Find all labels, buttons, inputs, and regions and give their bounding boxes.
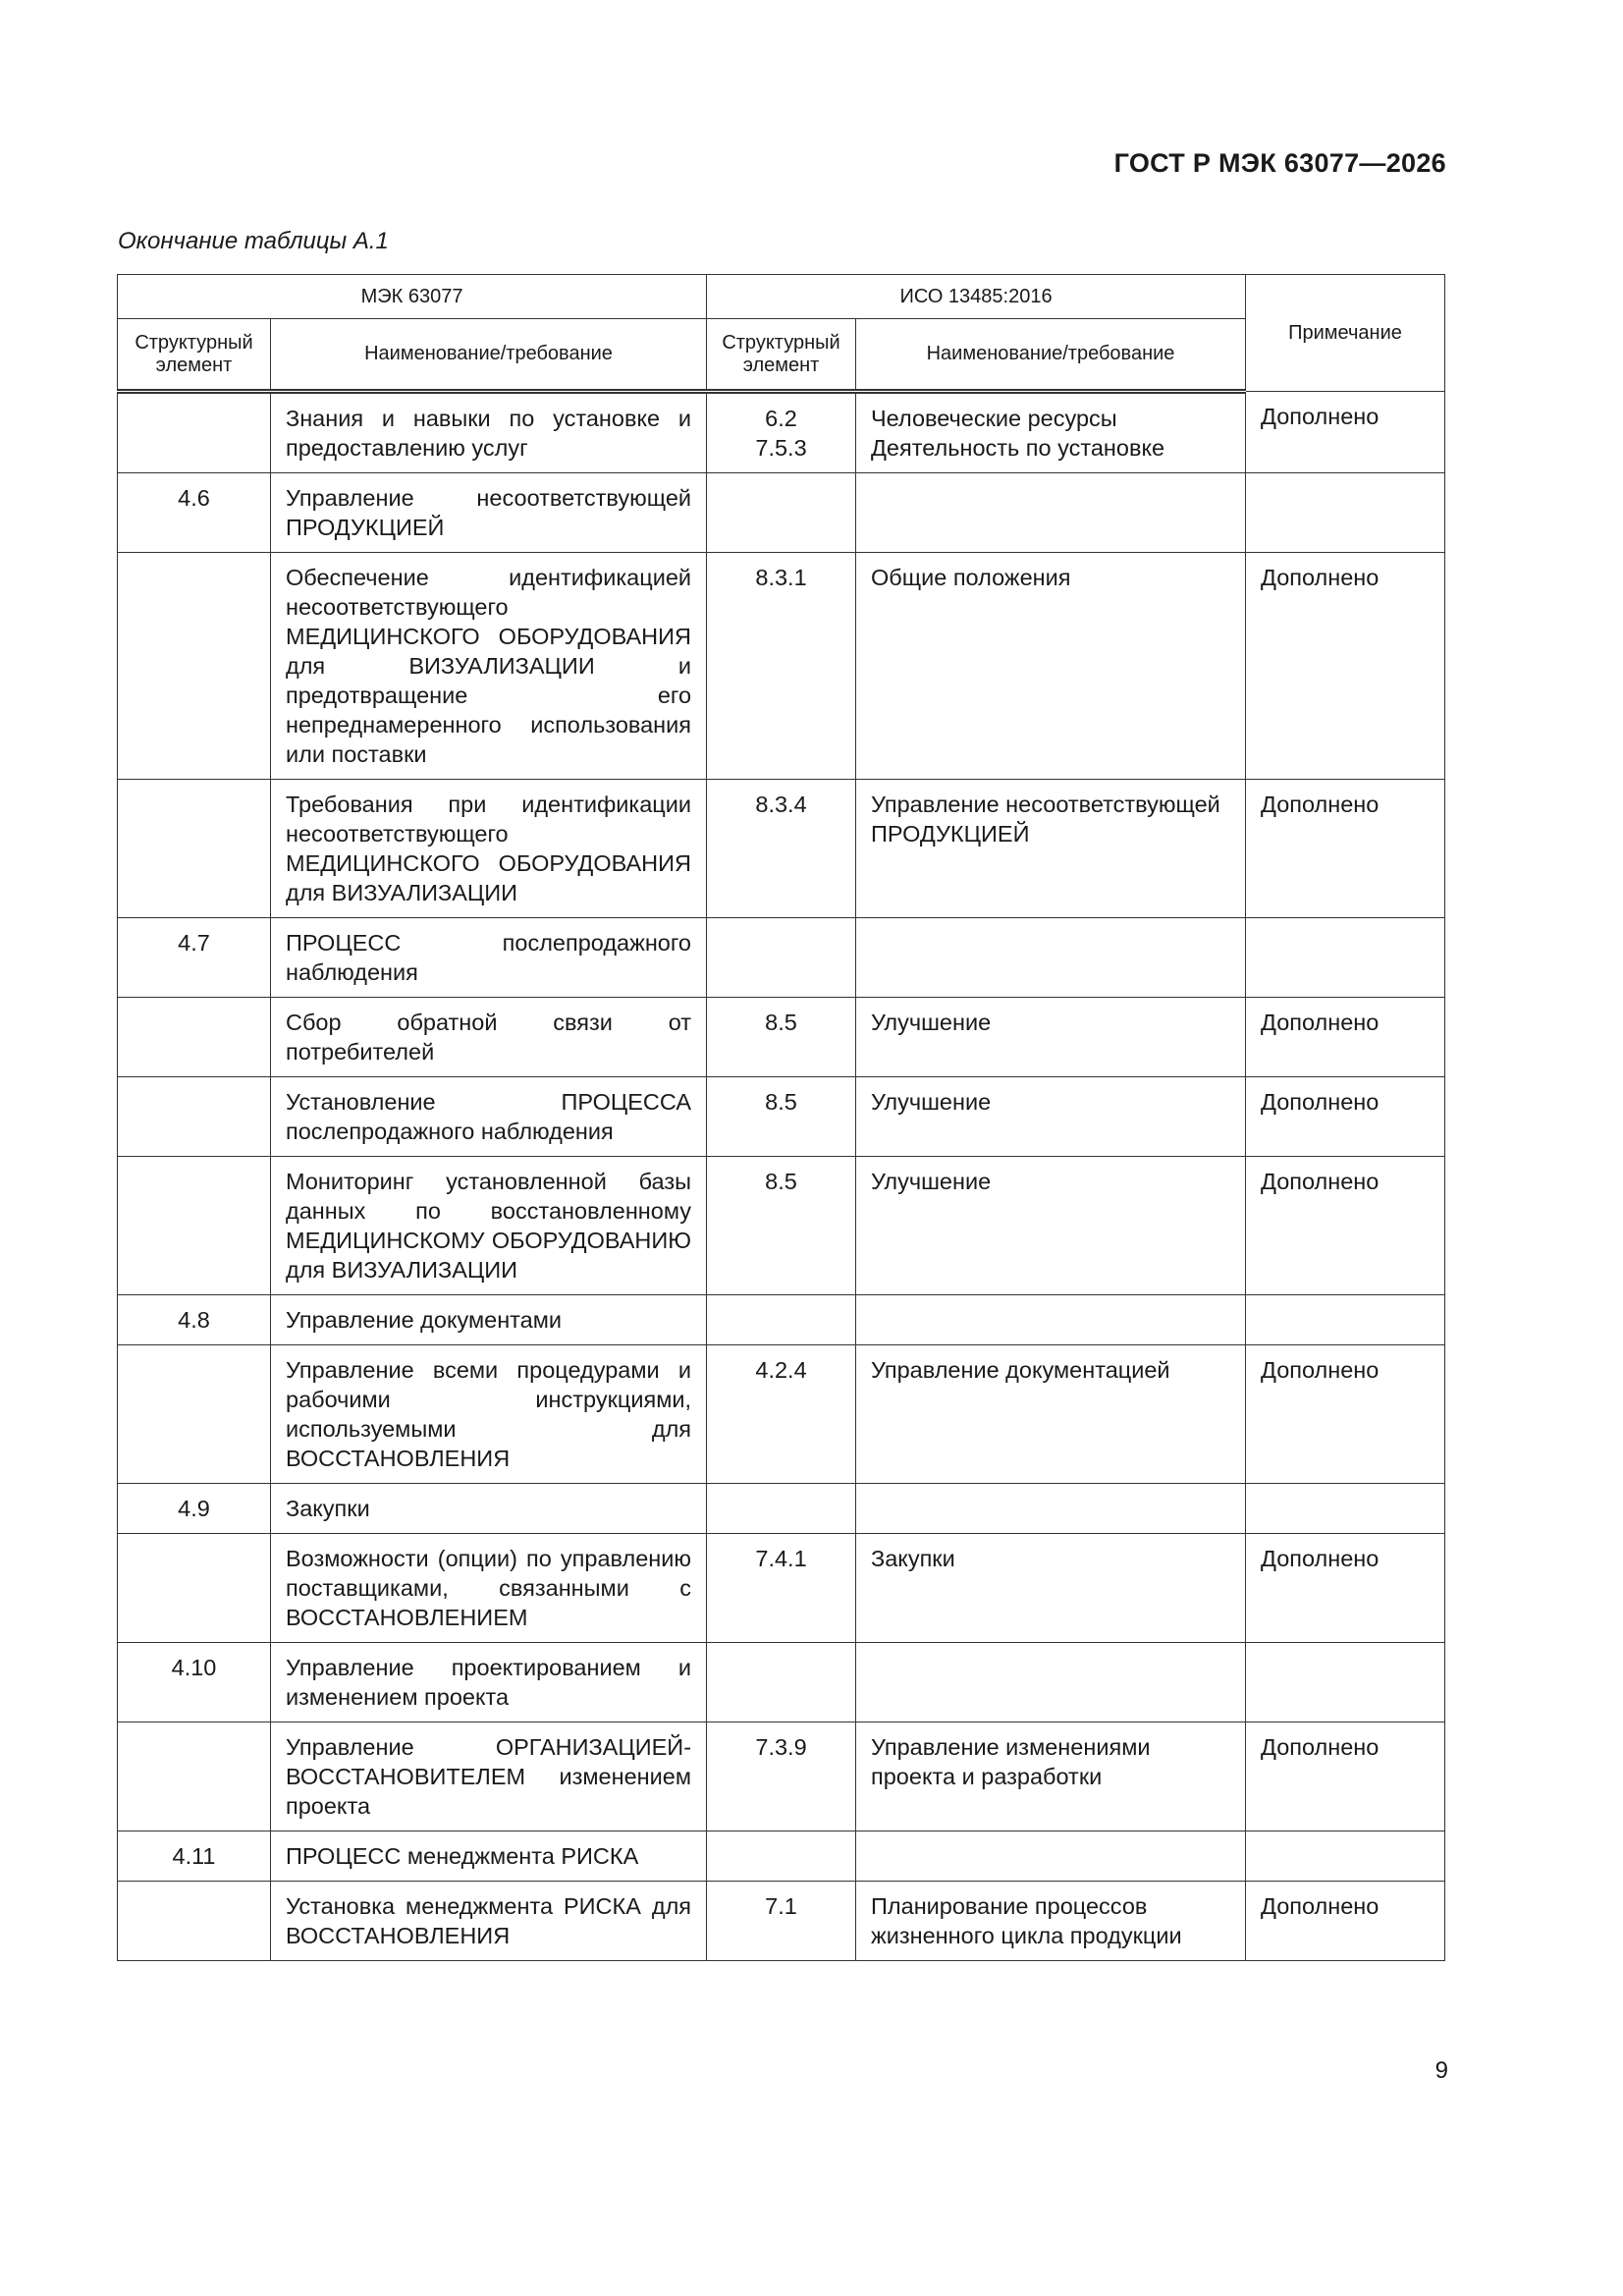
note-cell: Дополнено <box>1246 1077 1445 1157</box>
table-row <box>118 1643 1445 1722</box>
iec-section-cell: 4.10 <box>118 1643 271 1722</box>
iec-section-cell: 4.9 <box>118 1484 271 1534</box>
note-cell <box>1246 473 1445 553</box>
iec-requirement-cell: Управление ОРГАНИЗАЦИЕЙ-ВОССТАНОВИТЕЛЕМ изменением проекта <box>271 1722 707 1831</box>
note-cell: Дополнено <box>1246 780 1445 918</box>
iec-requirement-cell: Установка менеджмента РИСКА для ВОССТАНОВЛЕНИЯ <box>271 1882 707 1961</box>
table-caption: Окончание таблицы А.1 <box>118 228 389 254</box>
iso-name-cell: Улучшение <box>856 1077 1246 1157</box>
iso-section-cell: 7.3.9 <box>707 1722 856 1831</box>
iso-name-cell: Улучшение <box>856 1157 1246 1295</box>
iec-requirement-cell: Знания и навыки по установке и предоставлению услуг <box>271 392 707 473</box>
table-row <box>118 1831 1445 1882</box>
header-iec-group: МЭК 63077 <box>118 275 707 319</box>
note-cell: Дополнено <box>1246 553 1445 780</box>
table-row <box>118 918 1445 998</box>
iso-name-cell: Человеческие ресурсы Деятельность по установке <box>856 392 1246 473</box>
iec-requirement-cell: Возможности (опции) по управлению поставщиками, связанными с ВОССТАНОВЛЕНИЕМ <box>271 1534 707 1643</box>
table-row <box>118 1882 1445 1961</box>
note-cell: Дополнено <box>1246 1157 1445 1295</box>
iec-requirement-cell: Установление ПРОЦЕССА послепродажного наблюдения <box>271 1077 707 1157</box>
iec-requirement-cell: ПРОЦЕСС послепродажного наблюдения <box>271 918 707 998</box>
note-cell: Дополнено <box>1246 1722 1445 1831</box>
iso-section-cell: 4.2.4 <box>707 1345 856 1484</box>
iec-section-cell <box>118 1722 271 1831</box>
header-iso-element: Структурный элемент <box>707 319 856 392</box>
iec-requirement-cell: Управление несоответствующей ПРОДУКЦИЕЙ <box>271 473 707 553</box>
iso-name-cell: Планирование процессов жизненного цикла продукции <box>856 1882 1246 1961</box>
iec-requirement-cell: Требования при идентификации несоответствующего МЕДИЦИНСКОГО ОБОРУДОВАНИЯ для ВИЗУАЛИЗАЦИИ <box>271 780 707 918</box>
table-row <box>118 1295 1445 1345</box>
iso-section-cell: 8.5 <box>707 1157 856 1295</box>
iec-section-cell <box>118 1882 271 1961</box>
table-row <box>118 1345 1445 1484</box>
iso-name-cell <box>856 1484 1246 1534</box>
iec-requirement-cell: Управление всеми процедурами и рабочими инструкциями, используемыми для ВОССТАНОВЛЕНИЯ <box>271 1345 707 1484</box>
note-cell: Дополнено <box>1246 1345 1445 1484</box>
iso-section-cell: 8.5 <box>707 998 856 1077</box>
iec-section-cell <box>118 780 271 918</box>
header-iec-element: Структурный элемент <box>118 319 271 392</box>
note-cell <box>1246 1831 1445 1882</box>
note-cell: Дополнено <box>1246 998 1445 1077</box>
header-iec-name: Наименование/требование <box>271 319 707 392</box>
correspondence-table <box>117 274 1445 1961</box>
iso-name-cell <box>856 1831 1246 1882</box>
table-body <box>118 392 1445 1961</box>
iso-name-cell: Закупки <box>856 1534 1246 1643</box>
iso-section-cell: 7.4.1 <box>707 1534 856 1643</box>
iso-section-cell: 6.2 7.5.3 <box>707 392 856 473</box>
iso-section-cell <box>707 1831 856 1882</box>
header-iso-group: ИСО 13485:2016 <box>707 275 1246 319</box>
iso-name-cell <box>856 918 1246 998</box>
iec-section-cell <box>118 1345 271 1484</box>
table-row <box>118 392 1445 473</box>
table-row <box>118 1077 1445 1157</box>
iso-name-cell <box>856 473 1246 553</box>
document-header: ГОСТ Р МЭК 63077—2026 <box>1113 148 1446 178</box>
note-cell: Дополнено <box>1246 1534 1445 1643</box>
iec-section-cell <box>118 1157 271 1295</box>
iso-section-cell <box>707 1643 856 1722</box>
iso-name-cell: Улучшение <box>856 998 1246 1077</box>
table-row <box>118 1157 1445 1295</box>
table-row <box>118 998 1445 1077</box>
iec-section-cell: 4.6 <box>118 473 271 553</box>
iec-section-cell: 4.8 <box>118 1295 271 1345</box>
iso-name-cell: Общие положения <box>856 553 1246 780</box>
iso-name-cell <box>856 1643 1246 1722</box>
iso-section-cell: 8.3.1 <box>707 553 856 780</box>
iec-requirement-cell: Управление проектированием и изменением проекта <box>271 1643 707 1722</box>
table-row <box>118 473 1445 553</box>
iec-section-cell <box>118 1534 271 1643</box>
iso-name-cell <box>856 1295 1246 1345</box>
table-row <box>118 780 1445 918</box>
table-row <box>118 1722 1445 1831</box>
iso-name-cell: Управление несоответствующей ПРОДУКЦИЕЙ <box>856 780 1246 918</box>
iso-section-cell: 7.1 <box>707 1882 856 1961</box>
iec-section-cell <box>118 998 271 1077</box>
iec-section-cell <box>118 553 271 780</box>
table-row <box>118 553 1445 780</box>
iec-section-cell: 4.7 <box>118 918 271 998</box>
iec-requirement-cell: Мониторинг установленной базы данных по восстановленному МЕДИЦИНСКОМУ ОБОРУДОВАНИЮ для ВИЗУАЛИЗАЦИИ <box>271 1157 707 1295</box>
iec-requirement-cell: Сбор обратной связи от потребителей <box>271 998 707 1077</box>
note-cell <box>1246 1295 1445 1345</box>
iec-section-cell <box>118 1077 271 1157</box>
header-iso-name: Наименование/требование <box>856 319 1246 392</box>
iec-section-cell <box>118 392 271 473</box>
table-row <box>118 1484 1445 1534</box>
iso-section-cell <box>707 918 856 998</box>
page-number: 9 <box>1434 2057 1448 2084</box>
iec-requirement-cell: Закупки <box>271 1484 707 1534</box>
iso-section-cell: 8.3.4 <box>707 780 856 918</box>
note-cell: Дополнено <box>1246 392 1445 473</box>
iso-name-cell: Управление изменениями проекта и разработки <box>856 1722 1246 1831</box>
iec-requirement-cell: ПРОЦЕСС менеджмента РИСКА <box>271 1831 707 1882</box>
table-row <box>118 1534 1445 1643</box>
iso-section-cell <box>707 1484 856 1534</box>
iso-section-cell <box>707 473 856 553</box>
iso-name-cell: Управление документацией <box>856 1345 1246 1484</box>
iso-section-cell <box>707 1295 856 1345</box>
header-note: Примечание <box>1246 275 1445 392</box>
note-cell <box>1246 1643 1445 1722</box>
iec-section-cell: 4.11 <box>118 1831 271 1882</box>
note-cell <box>1246 1484 1445 1534</box>
note-cell: Дополнено <box>1246 1882 1445 1961</box>
iso-section-cell: 8.5 <box>707 1077 856 1157</box>
iec-requirement-cell: Управление документами <box>271 1295 707 1345</box>
note-cell <box>1246 918 1445 998</box>
iec-requirement-cell: Обеспечение идентификацией несоответствующего МЕДИЦИНСКОГО ОБОРУДОВАНИЯ для ВИЗУАЛИЗАЦИИ и предотвращение его непреднамеренного использования или поставки <box>271 553 707 780</box>
